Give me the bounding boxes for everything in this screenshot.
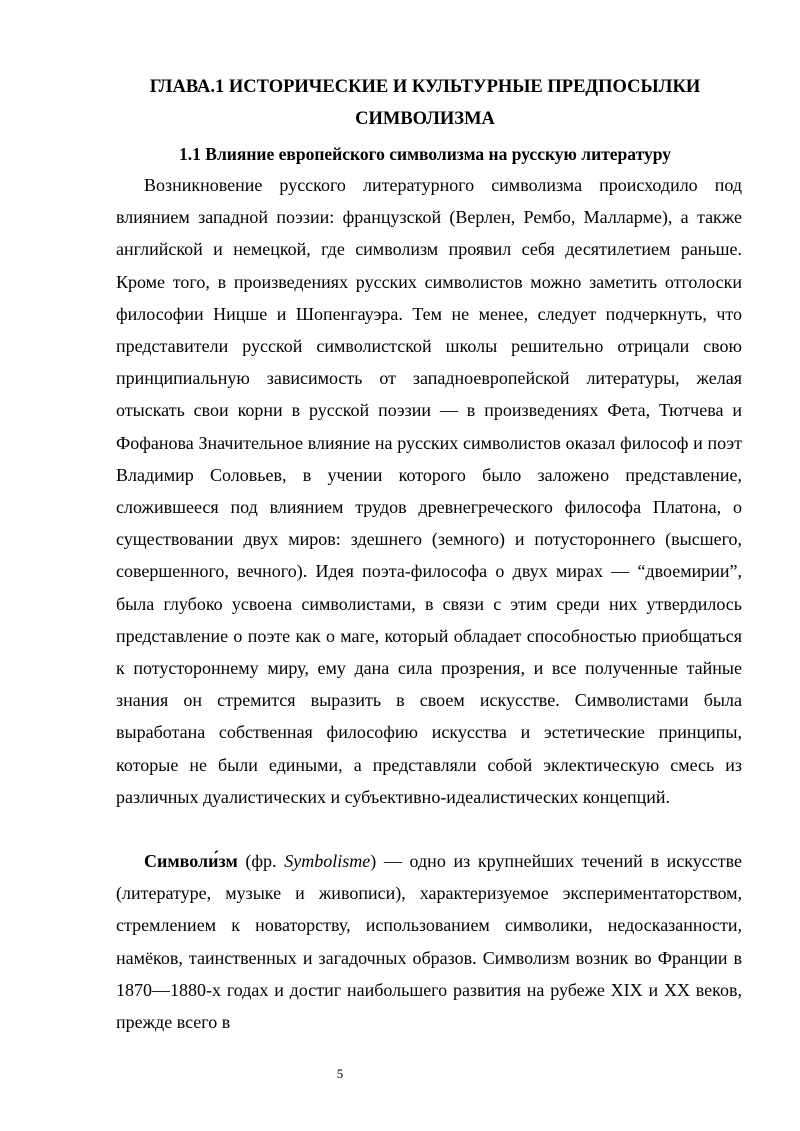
term-symbolism: Символи́зм bbox=[144, 851, 238, 871]
body-paragraph-1: Возникновение русского литературного символизма происходило под влиянием западной поэзии: французской (Верлен, Рембо, Малларме), а также английской и немецкой, где символизм проявил себя десятилетием раньше. Кроме того, в произведениях русских символистов можно заметить отголоски философии Ницше и Шопенгауэра. Тем не менее, следует подчеркнуть, что представители русской символистской школы решительно отрицали свою принципиальную зависимость от западноевропейской литературы, желая отыскать свои корни в русской поэзии — в произведениях Фета, Тютчева и Фофанова Значительное влияние на русских символистов оказал философ и поэт Владимир Соловьев, в учении которого было заложено представление, сложившееся под влиянием трудов древнегреческого философа Платона, о существовании двух миров: здешнего (земного) и потустороннего (высшего, совершенного, вечного). Идея поэта-философа о двух мирах — “двоемирии”, была глубоко усвоена символистами, в связи с этим среди них утвердилось представление о поэте как о маге, который обладает способностью приобщаться к потустороннему миру, ему дана сила прозрения, и все полученные тайные знания он стремится выразить в своем искусстве. Символистами была выработана собственная философию искусства и эстетические принципы, которые не были едиными, а представляли собой эклектическую смесь из различных дуалистических и субъективно-идеалистических концепций. bbox=[116, 175, 742, 807]
lang-prefix: (фр. bbox=[237, 851, 285, 871]
section-title: 1.1 Влияние европейского символизма на русскую литературу bbox=[179, 144, 671, 164]
foreign-term: Symbolisme bbox=[284, 851, 371, 871]
page-number: 5 bbox=[336, 1066, 344, 1081]
chapter-title-line2: СИМВОЛИЗМА bbox=[355, 109, 495, 129]
body-paragraph-2 bbox=[116, 845, 742, 1038]
chapter-title-line1: ГЛАВА.1 ИСТОРИЧЕСКИЕ И КУЛЬТУРНЫЕ ПРЕДПОСЫЛКИ bbox=[149, 77, 701, 97]
chapter-title bbox=[110, 71, 740, 135]
paragraph-2-text: ) — одно из крупнейших течений в искусстве (литературе, музыке и живописи), характеризуемое экспериментаторством, стремлением к новаторству, использованием символики, недосказанности, намёков, таинственных и загадочных образов. Символизм возник во Франции в 1870—1880-х годах и достиг наибольшего развития на рубеже XIX и XX веков, прежде всего в bbox=[116, 851, 742, 1033]
